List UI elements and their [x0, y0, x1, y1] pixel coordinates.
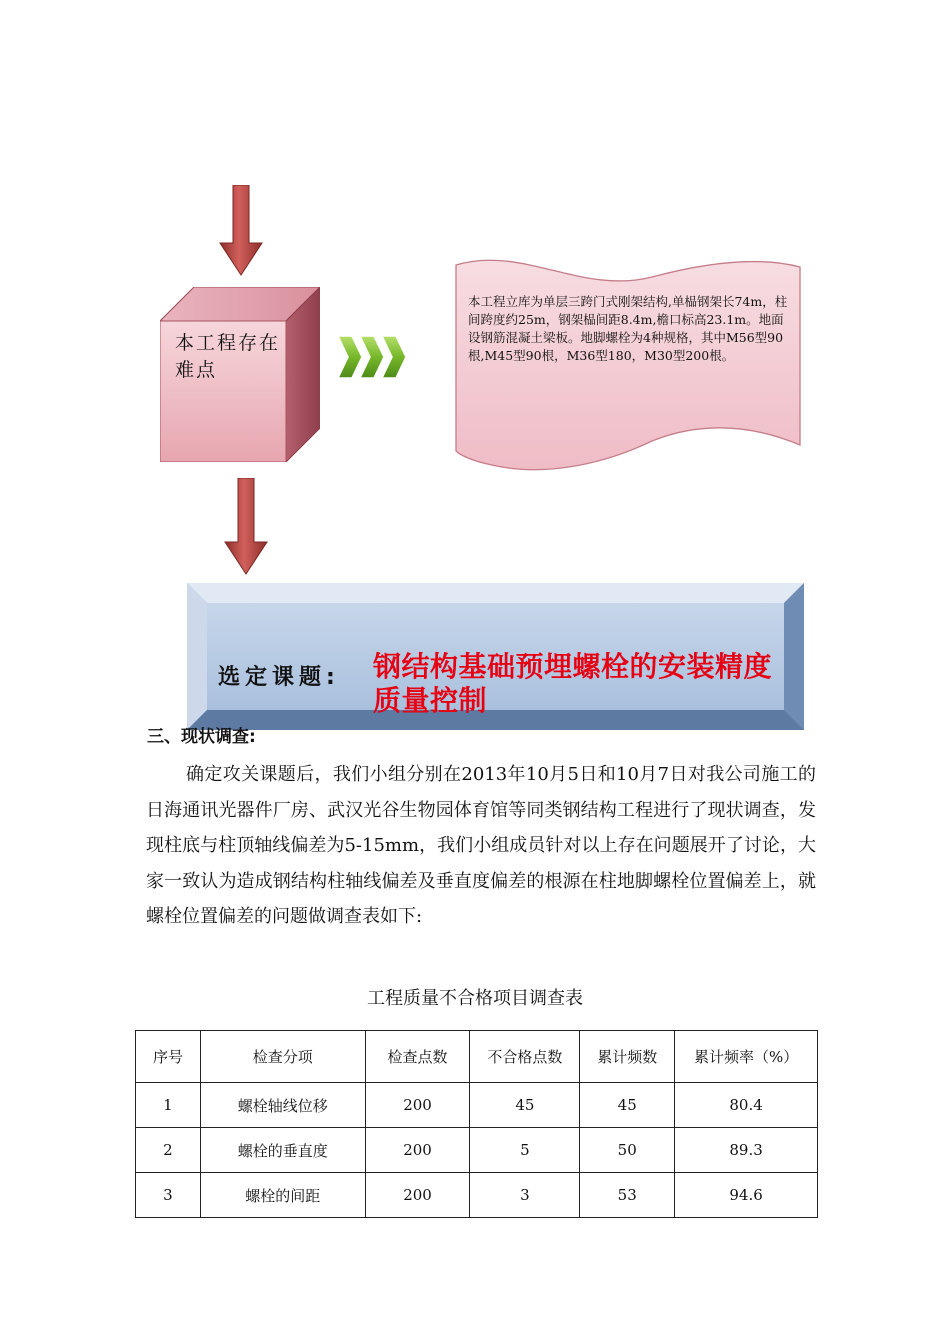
- table-title: 工程质量不合格项目调查表: [367, 988, 583, 1009]
- header-cell: 序号: [136, 1031, 201, 1083]
- survey-paragraph: 确定攻关课题后，我们小组分别在2013年10月5日和10月7日对我公司施工的日海通讯光器件厂房、武汉光谷生物园体育馆等同类钢结构工程进行了现状调查，发现柱底与柱顶轴线偏差为5-15mm，我们小组成员针对以上存在问题展开了讨论，大家一致认为造成钢结构柱轴线偏差及垂直度偏差的根源在柱地脚螺栓位置偏差上，就螺栓位置偏差的问题做调查表如下:: [146, 764, 816, 927]
- table-cell: 45: [580, 1083, 675, 1128]
- table-cell: 200: [365, 1083, 470, 1128]
- topic-label: 选定课题:: [218, 665, 340, 690]
- table-cell: 200: [365, 1128, 470, 1173]
- table-cell: 1: [136, 1083, 201, 1128]
- table-header-row: [136, 1031, 818, 1083]
- table-row: [136, 1128, 818, 1173]
- table-cell: 94.6: [675, 1173, 818, 1218]
- header-cell: 检查点数: [365, 1031, 470, 1083]
- header-cell: 检查分项: [200, 1031, 365, 1083]
- table-cell: 89.3: [675, 1128, 818, 1173]
- table-row: [136, 1173, 818, 1218]
- section-heading: 三、现状调查:: [147, 727, 256, 747]
- project-description-text: 本工程立库为单层三跨门式刚架结构,单榀钢架长74m，柱间跨度约25m，钢架榀间距8.4m,檐口标高23.1m。地面设钢筋混凝土梁板。地脚螺栓为4种规格，其中M56型90根,M45型90根，M36型180，M30型200根。: [468, 294, 788, 363]
- table-cell: 螺栓轴线位移: [200, 1083, 365, 1128]
- table-cell: 3: [136, 1173, 201, 1218]
- survey-table: [135, 1030, 818, 1218]
- header-cell: [470, 1031, 580, 1083]
- table-cell: 45: [470, 1083, 580, 1128]
- project-description-box: [452, 255, 804, 477]
- header-cell-text: 不合格点数: [487, 1047, 563, 1066]
- table-cell: 螺栓的垂直度: [200, 1128, 365, 1173]
- table-cell: 200: [365, 1173, 470, 1218]
- down-arrow-icon: [218, 185, 264, 277]
- table-cell: 5: [470, 1128, 580, 1173]
- table-cell: 53: [580, 1173, 675, 1218]
- table-cell: 3: [470, 1173, 580, 1218]
- table-cell: 80.4: [675, 1083, 818, 1128]
- down-arrow-icon: [223, 478, 269, 576]
- difficulty-label: 本工程存在难点: [175, 332, 281, 381]
- table-cell: 螺栓的间距: [200, 1173, 365, 1218]
- table-row: [136, 1083, 818, 1128]
- chevron-arrows-icon: [338, 334, 412, 380]
- topic-title: 钢结构基础预埋螺栓的安装精度质量控制: [373, 650, 773, 717]
- header-cell: 累计频率（%）: [675, 1031, 818, 1083]
- table-cell: 50: [580, 1128, 675, 1173]
- table-cell: 2: [136, 1128, 201, 1173]
- header-cell: 累计频数: [580, 1031, 675, 1083]
